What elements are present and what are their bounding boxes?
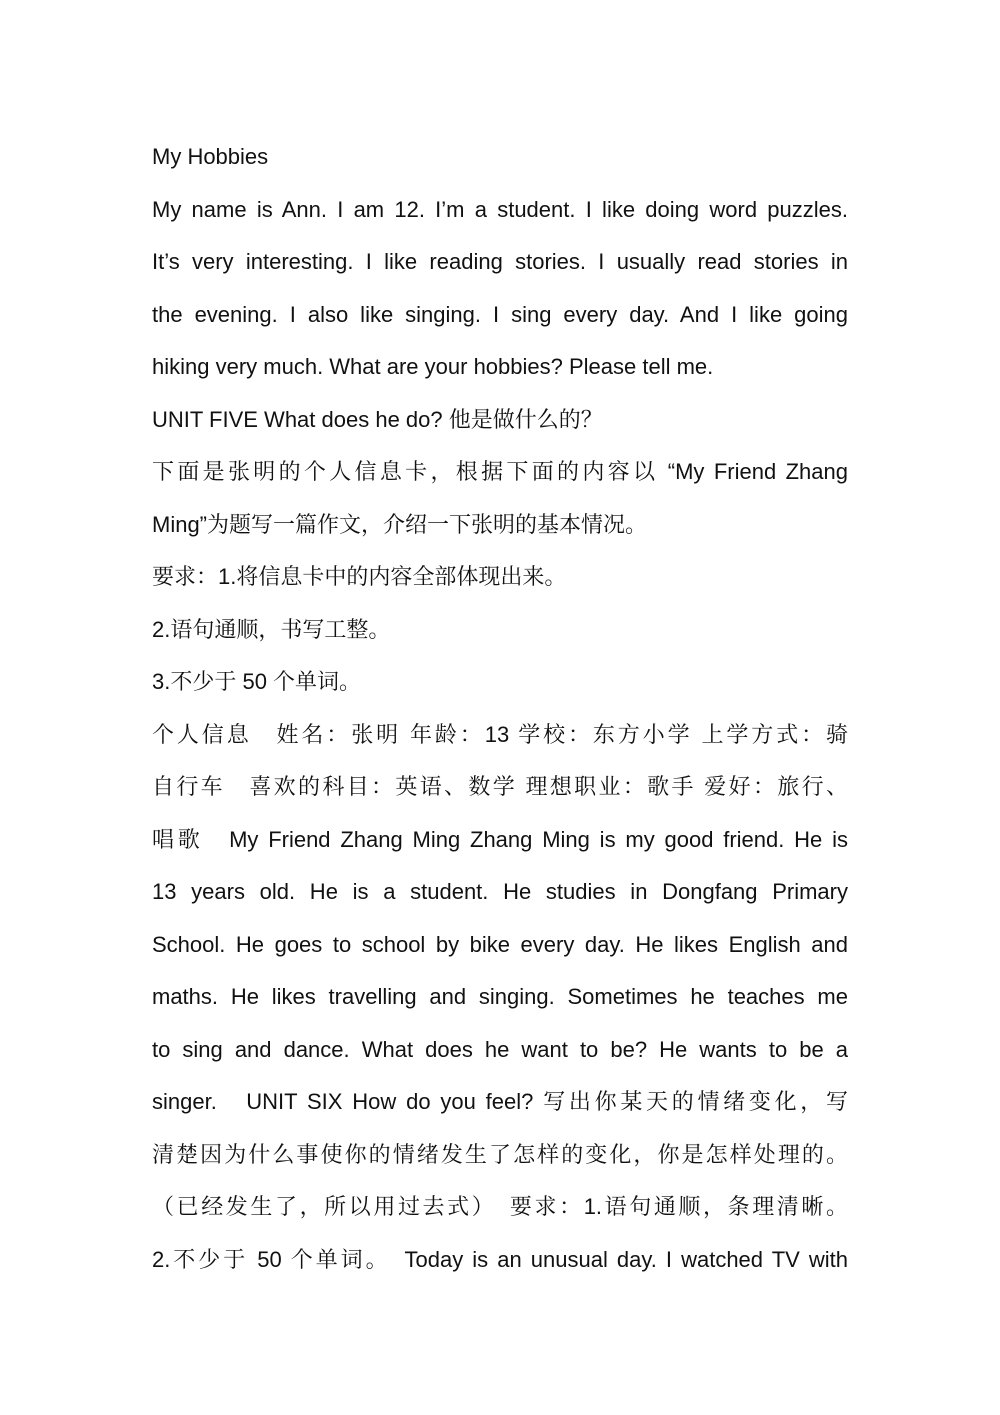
text-line: （已经发生了，所以用过去式） 要求：1.语句通顺，条理清晰。 xyxy=(152,1194,848,1219)
unit-five-heading: UNIT FIVE What does he do? 他是做什么的？ xyxy=(152,406,603,432)
unit-six-line: singer. UNIT SIX How do you feel? 写出你某天的情绪变化，写 xyxy=(152,1089,848,1114)
requirement-line: 3.不少于 50 个单词。 xyxy=(152,669,362,694)
text-line: maths. He likes travelling and singing. Sometimes he teaches me xyxy=(152,984,848,1009)
text-line: hiking very much. What are your hobbies? Please tell me. xyxy=(152,354,714,379)
text-line: My name is Ann. I am 12. I’m a student. I like doing word puzzles. xyxy=(152,196,848,222)
text-line: It’s very interesting. I like reading stories. I usually read stories in xyxy=(152,249,848,274)
text-line: the evening. I also like singing. I sing every day. And I like going xyxy=(152,301,848,327)
text-line: School. He goes to school by bike every day. He likes English and xyxy=(152,931,848,957)
text-line: 2.不少于 50 个单词。 Today is an unusual day. I watched TV with xyxy=(152,1246,848,1272)
info-card-line: 个人信息 姓名：张明 年龄：13 学校：东方小学 上学方式：骑 xyxy=(152,721,848,747)
text-line: Ming”为题写一篇作文，介绍一下张明的基本情况。 xyxy=(152,511,648,537)
requirement-line: 要求：1.将信息卡中的内容全部体现出来。 xyxy=(152,564,567,589)
text-line: 下面是张明的个人信息卡，根据下面的内容以 “My Friend Zhang xyxy=(152,459,848,484)
essay-title-my-hobbies: My Hobbies xyxy=(152,144,269,169)
document-body xyxy=(152,131,848,1286)
info-card-line: 自行车 喜欢的科目：英语、数学 理想职业：歌手 爱好：旅行、 xyxy=(152,774,848,799)
text-line: to sing and dance. What does he want to be? He wants to be a xyxy=(152,1036,848,1062)
text-line: 唱歌 My Friend Zhang Ming Zhang Ming is my good friend. He is xyxy=(152,826,848,852)
requirement-line: 2.语句通顺，书写工整。 xyxy=(152,616,391,642)
text-line: 13 years old. He is a student. He studies in Dongfang Primary xyxy=(152,879,848,904)
text-line: 清楚因为什么事使你的情绪发生了怎样的变化，你是怎样处理的。 xyxy=(152,1141,848,1167)
